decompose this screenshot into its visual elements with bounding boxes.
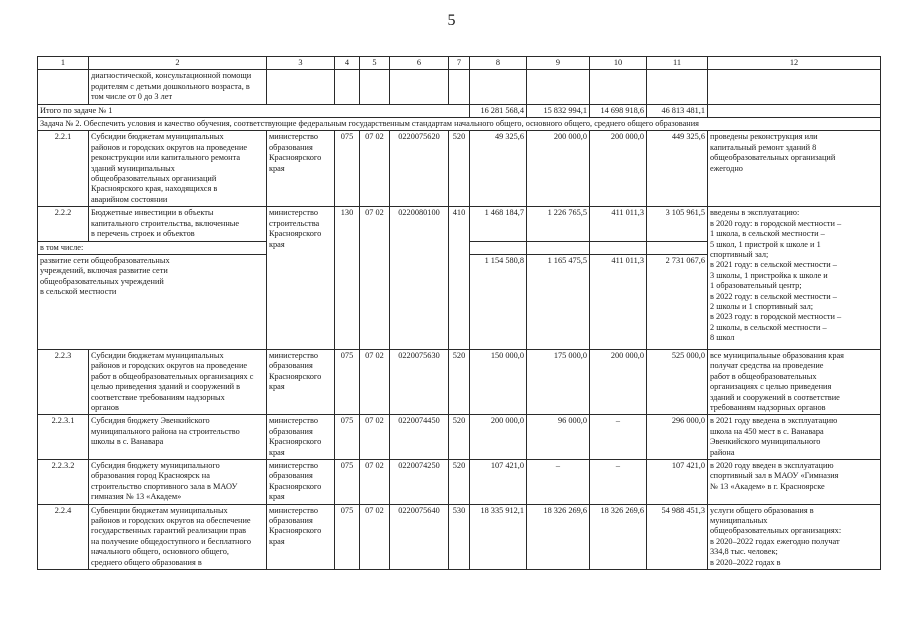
rzpr-code: 07 02 xyxy=(360,504,390,569)
vr-code: 520 xyxy=(449,415,470,460)
csr-code: 0220075640 xyxy=(390,504,449,569)
rzpr-code: 07 02 xyxy=(360,131,390,207)
vr-code: 520 xyxy=(449,349,470,414)
expected-result: услуги общего образования в муниципальных общеобразовательных организациях: в 2020–2022 годах ежегодно получат 334,8 тыс. человек; в 2020–2022 годах в xyxy=(708,504,881,569)
amount-total: 3 105 961,5 xyxy=(647,207,708,241)
grbs-code: 075 xyxy=(335,504,360,569)
column-number: 9 xyxy=(527,57,590,70)
expected-result: в 2020 году введен в эксплуатацию спортивный зал в МАОУ «Гимназия № 13 «Академ» в г. Красноярске xyxy=(708,459,881,504)
task-heading: Задача № 2. Обеспечить условия и качество обучения, соответствующие федеральным государственным стандартам начального общего, основного общего, среднего общего образования xyxy=(38,118,881,131)
grbs-code: 075 xyxy=(335,131,360,207)
including-label: в том числе: xyxy=(38,241,267,254)
amount-2021: – xyxy=(527,459,590,504)
amount-total: 54 988 451,3 xyxy=(647,504,708,569)
measure-name: Субсидия бюджету Эвенкийского муниципального района на строительство школы в с. Ванавара xyxy=(89,415,267,460)
total-label: Итого по задаче № 1 xyxy=(38,104,470,117)
expected-result: проведены реконструкция или капитальный ремонт зданий 8 общеобразовательных организаций ежегодно xyxy=(708,131,881,207)
measure-number: 2.2.3.1 xyxy=(38,415,89,460)
amount-total: 449 325,6 xyxy=(647,131,708,207)
measure-number: 2.2.2 xyxy=(38,207,89,241)
grbs-code: 075 xyxy=(335,349,360,414)
executor: министерство образования Красноярского края xyxy=(267,131,335,207)
csr-code: 0220074250 xyxy=(390,459,449,504)
column-number: 11 xyxy=(647,57,708,70)
amount-2022: – xyxy=(590,459,647,504)
table-row xyxy=(38,349,881,414)
amount-2020: 1 468 184,7 xyxy=(470,207,527,241)
column-number: 6 xyxy=(390,57,449,70)
total-row xyxy=(38,104,881,117)
expected-result: в 2021 году введена в эксплуатацию школа на 450 мест в с. Ванавара Эвенкийского муниципального района xyxy=(708,415,881,460)
column-number-row xyxy=(38,57,881,70)
column-number: 3 xyxy=(267,57,335,70)
amount-2022: 200 000,0 xyxy=(590,131,647,207)
rzpr-code: 07 02 xyxy=(360,349,390,414)
column-number: 1 xyxy=(38,57,89,70)
measure-number: 2.2.4 xyxy=(38,504,89,569)
amount-2022: 411 011,3 xyxy=(590,254,647,349)
rzpr-code: 07 02 xyxy=(360,415,390,460)
total-value: 14 698 918,6 xyxy=(590,104,647,117)
amount-2020: 150 000,0 xyxy=(470,349,527,414)
measure-name: Субвенции бюджетам муниципальных районов и городских округов на обеспечение государственных гарантий реализации прав на получение общедоступного и бесплатного начального общего, основного общего, среднего общего образования в xyxy=(89,504,267,569)
amount-2021: 175 000,0 xyxy=(527,349,590,414)
amount-2021: 200 000,0 xyxy=(527,131,590,207)
program-table xyxy=(37,56,881,570)
measure-name: Субсидии бюджетам муниципальных районов и городских округов на проведение реконструкции или капитального ремонта зданий муниципальных общеобразовательных организаций Красноярского края, находящихся в аварийном состоянии xyxy=(89,131,267,207)
amount-total: 296 000,0 xyxy=(647,415,708,460)
total-value: 16 281 568,4 xyxy=(470,104,527,117)
executor: министерство строительства Красноярского края xyxy=(267,207,335,350)
executor: министерство образования Красноярского края xyxy=(267,349,335,414)
amount-2020: 18 335 912,1 xyxy=(470,504,527,569)
amount-2020: 200 000,0 xyxy=(470,415,527,460)
grbs-code: 075 xyxy=(335,459,360,504)
table-row xyxy=(38,207,881,241)
vr-code: 410 xyxy=(449,207,470,350)
measure-name: Субсидии бюджетам муниципальных районов и городских округов на проведение работ в общеобразовательных организациях с целью приведения зданий и сооружений в соответствие требованиям надзорных органов xyxy=(89,349,267,414)
amount-2021: 1 226 765,5 xyxy=(527,207,590,241)
column-number: 12 xyxy=(708,57,881,70)
amount-2020: 107 421,0 xyxy=(470,459,527,504)
column-number: 10 xyxy=(590,57,647,70)
amount-total: 2 731 067,6 xyxy=(647,254,708,349)
page-number: 5 xyxy=(447,12,456,29)
grbs-code: 130 xyxy=(335,207,360,350)
amount-2021: 96 000,0 xyxy=(527,415,590,460)
table-row xyxy=(38,504,881,569)
rzpr-code: 07 02 xyxy=(360,459,390,504)
total-value: 46 813 481,1 xyxy=(647,104,708,117)
sub-measure-name: развитие сети общеобразовательных учреждений, включая развитие сети общеобразовательных учреждений в сельской местности xyxy=(38,254,267,349)
csr-code: 0220080100 xyxy=(390,207,449,350)
amount-2022: 18 326 269,6 xyxy=(590,504,647,569)
measure-name: Бюджетные инвестиции в объекты капитального строительства, включенные в перечень строек и объектов xyxy=(89,207,267,241)
task-heading-row xyxy=(38,118,881,131)
column-number: 5 xyxy=(360,57,390,70)
amount-total: 525 000,0 xyxy=(647,349,708,414)
measure-name-cell: диагностической, консультационной помощи родителям с детьми дошкольного возраста, в том числе от 0 до 3 лет xyxy=(89,70,267,104)
measure-number: 2.2.3.2 xyxy=(38,459,89,504)
executor: министерство образования Красноярского края xyxy=(267,504,335,569)
grbs-code: 075 xyxy=(335,415,360,460)
table-row xyxy=(38,70,881,104)
column-number: 4 xyxy=(335,57,360,70)
measure-number: 2.2.1 xyxy=(38,131,89,207)
csr-code: 0220074450 xyxy=(390,415,449,460)
amount-2022: – xyxy=(590,415,647,460)
column-number: 7 xyxy=(449,57,470,70)
amount-2022: 200 000,0 xyxy=(590,349,647,414)
amount-2020: 49 325,6 xyxy=(470,131,527,207)
table-row xyxy=(38,415,881,460)
amount-2021: 1 165 475,5 xyxy=(527,254,590,349)
amount-total: 107 421,0 xyxy=(647,459,708,504)
column-number: 2 xyxy=(89,57,267,70)
expected-result: введены в эксплуатацию: в 2020 году: в городской местности – 1 школа, в сельской местности – 5 школ, 1 пристрой к школе и 1 спортивный зал; в 2021 году: в сельской местности – 3 школы, 1 пристройка к школе и 1 образовательный центр; в 2022 году: в сельской местности – 2 школы и 1 спортивный зал; в 2023 году: в городской местности – 2 школы, в сельской местности – 8 школ xyxy=(708,207,881,350)
table-row xyxy=(38,459,881,504)
csr-code: 0220075620 xyxy=(390,131,449,207)
executor: министерство образования Красноярского края xyxy=(267,459,335,504)
csr-code: 0220075630 xyxy=(390,349,449,414)
vr-code: 520 xyxy=(449,459,470,504)
measure-number: 2.2.3 xyxy=(38,349,89,414)
rzpr-code: 07 02 xyxy=(360,207,390,350)
amount-2021: 18 326 269,6 xyxy=(527,504,590,569)
column-number: 8 xyxy=(470,57,527,70)
executor: министерство образования Красноярского края xyxy=(267,415,335,460)
amount-2020: 1 154 580,8 xyxy=(470,254,527,349)
vr-code: 530 xyxy=(449,504,470,569)
expected-result: все муниципальные образования края получат средства на проведение работ в общеобразовательных организациях с целью приведения зданий и сооружений в соответствие требованиям надзорных органов xyxy=(708,349,881,414)
vr-code: 520 xyxy=(449,131,470,207)
total-value: 15 832 994,1 xyxy=(527,104,590,117)
amount-2022: 411 011,3 xyxy=(590,207,647,241)
table-row xyxy=(38,131,881,207)
measure-name: Субсидия бюджету муниципального образования город Красноярск на строительство спортивного зала в МАОУ гимназия № 13 «Академ» xyxy=(89,459,267,504)
